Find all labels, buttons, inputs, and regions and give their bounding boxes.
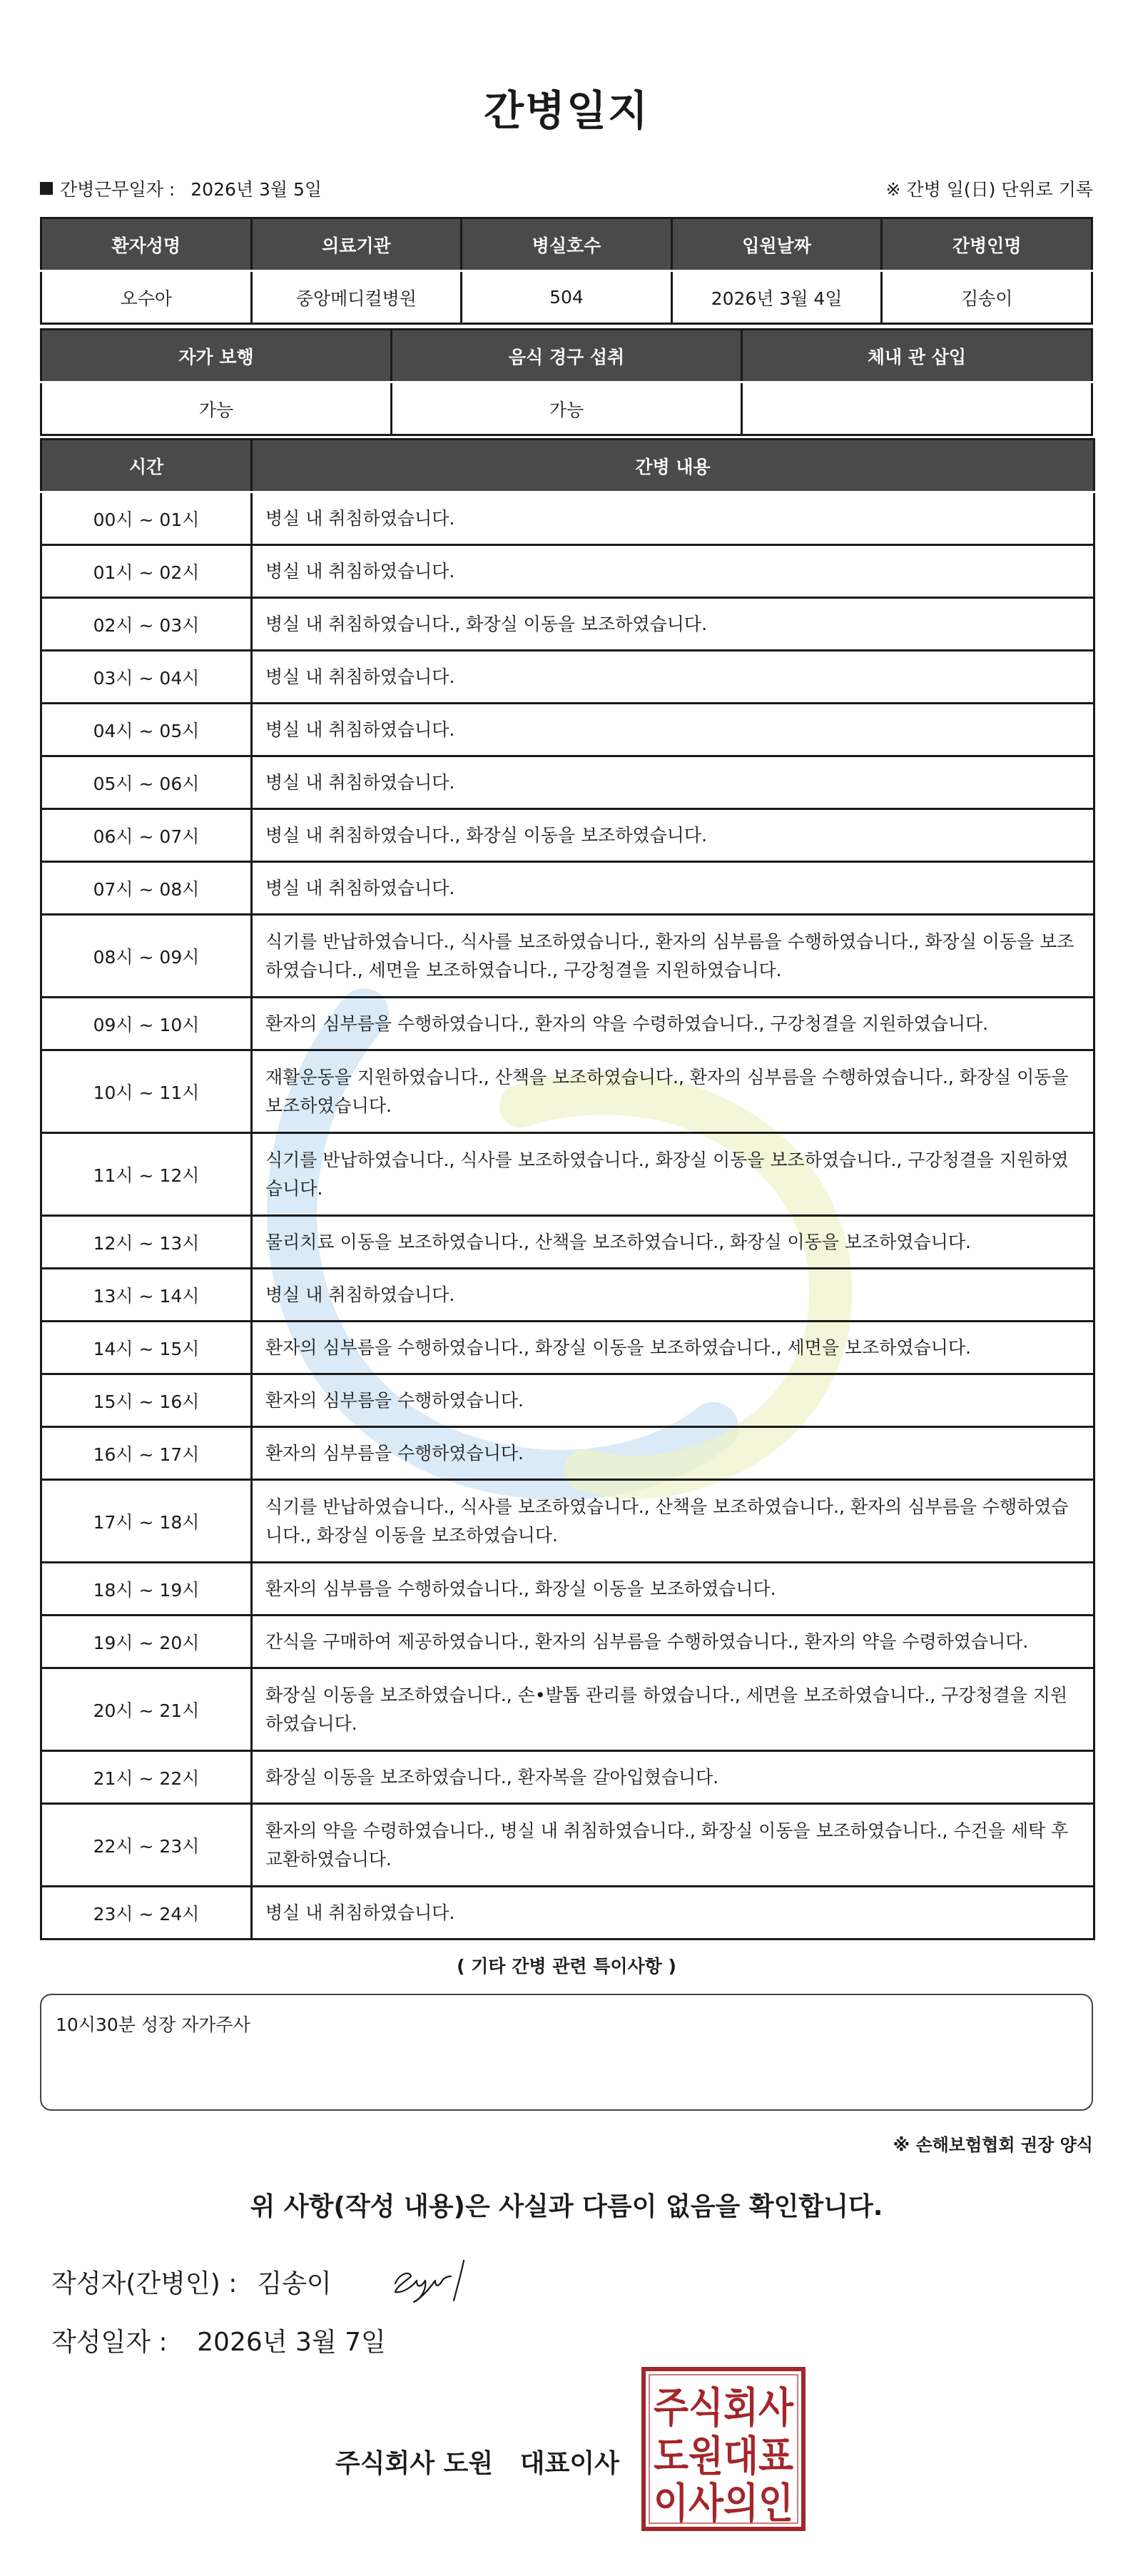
content-cell: 병실 내 취침하였습니다.: [252, 862, 1094, 915]
table-row: [41, 756, 1094, 809]
hospital-name: 중앙메디컬병원: [251, 271, 462, 324]
table-row: [41, 1616, 1094, 1668]
content-cell: 환자의 약을 수령하였습니다., 병실 내 취침하였습니다., 화장실 이동을 보조하였습니다., 수건을 세탁 후 교환하였습니다.: [252, 1804, 1094, 1887]
content-cell: 병실 내 취침하였습니다., 화장실 이동을 보조하였습니다.: [252, 598, 1094, 651]
signature-image: [385, 2255, 478, 2305]
header-hospital: 의료기관: [251, 218, 462, 271]
duty-date-row: [40, 176, 322, 201]
time-cell: 09시 ~ 10시: [41, 998, 252, 1050]
self-walking-value: 가능: [41, 382, 392, 435]
content-cell: 병실 내 취침하였습니다., 화장실 이동을 보조하였습니다.: [252, 809, 1094, 862]
remarks-title: ( 기타 간병 관련 특이사항 ): [457, 1956, 676, 1977]
table-row: [41, 1374, 1094, 1427]
content-cell: 병실 내 취침하였습니다.: [252, 1887, 1094, 1939]
content-cell: 환자의 심부름을 수행하였습니다., 환자의 약을 수령하였습니다., 구강청결을 지원하였습니다.: [252, 998, 1094, 1050]
table-row: [41, 1050, 1094, 1133]
header-tube-insertion: 체내 관 삽입: [742, 330, 1092, 382]
patient-status-table: [40, 328, 1093, 436]
time-cell: 15시 ~ 16시: [41, 1374, 252, 1427]
header-oral-intake: 음식 경구 섭취: [392, 330, 742, 382]
confirmation-statement: 위 사항(작성 내용)은 사실과 다름이 없음을 확인합니다.: [250, 2192, 883, 2221]
content-cell: 간식을 구매하여 제공하였습니다., 환자의 심부름을 수행하였습니다., 환자의 약을 수령하였습니다.: [252, 1616, 1094, 1668]
header-caregiver-name: 간병인명: [882, 218, 1092, 271]
time-cell: 18시 ~ 19시: [41, 1563, 252, 1616]
content-cell: 병실 내 취침하였습니다.: [252, 492, 1094, 545]
content-cell: 식기를 반납하였습니다., 식사를 보조하였습니다., 산책을 보조하였습니다., 환자의 심부름을 수행하였습니다., 화장실 이동을 보조하였습니다.: [252, 1480, 1094, 1563]
table-row: [41, 915, 1094, 998]
header-patient-name: 환자성명: [41, 218, 252, 271]
content-cell: 병실 내 취침하였습니다.: [252, 756, 1094, 809]
caregiver-name: 김송이: [882, 271, 1092, 324]
unit-note: ※ 간병 일(日) 단위로 기록: [885, 179, 1093, 200]
time-cell: 04시 ~ 05시: [41, 704, 252, 756]
table-row: [41, 651, 1094, 704]
time-cell: 08시 ~ 09시: [41, 915, 252, 998]
content-cell: 환자의 심부름을 수행하였습니다.: [252, 1427, 1094, 1480]
content-cell: 재활운동을 지원하였습니다., 산책을 보조하였습니다., 환자의 심부름을 수행하였습니다., 화장실 이동을 보조하였습니다.: [252, 1050, 1094, 1133]
content-cell: 병실 내 취침하였습니다.: [252, 545, 1094, 598]
time-cell: 13시 ~ 14시: [41, 1269, 252, 1322]
table-row: [41, 1668, 1094, 1751]
svg-text:도원대표: 도원대표: [654, 2432, 793, 2480]
table-row: [41, 704, 1094, 756]
table-row: [41, 1133, 1094, 1216]
company-representative: 주식회사 도원 대표이사: [335, 2449, 619, 2478]
patient-info-table: [40, 217, 1093, 325]
content-cell: 화장실 이동을 보조하였습니다., 환자복을 갈아입혔습니다.: [252, 1751, 1094, 1804]
content-cell: 환자의 심부름을 수행하였습니다.: [252, 1374, 1094, 1427]
admission-date: 2026년 3월 4일: [671, 271, 882, 324]
table-row: [41, 809, 1094, 862]
tube-insertion-value: [742, 382, 1092, 435]
table-row: [41, 1480, 1094, 1563]
table-row: [41, 1751, 1094, 1804]
time-cell: 14시 ~ 15시: [41, 1322, 252, 1374]
content-cell: 화장실 이동을 보조하였습니다., 손•발톱 관리를 하였습니다., 세면을 보조하였습니다., 구강청결을 지원하였습니다.: [252, 1668, 1094, 1751]
content-cell: 병실 내 취침하였습니다.: [252, 1269, 1094, 1322]
content-cell: 병실 내 취침하였습니다.: [252, 651, 1094, 704]
content-cell: 환자의 심부름을 수행하였습니다., 화장실 이동을 보조하였습니다., 세면을 보조하였습니다.: [252, 1322, 1094, 1374]
table-row: [41, 1427, 1094, 1480]
header-care-content: 간병 내용: [252, 440, 1094, 492]
time-cell: 00시 ~ 01시: [41, 492, 252, 545]
time-cell: 06시 ~ 07시: [41, 809, 252, 862]
writer-name: 김송이: [257, 2269, 332, 2298]
room-number: 504: [462, 271, 672, 324]
content-cell: 식기를 반납하였습니다., 식사를 보조하였습니다., 환자의 심부름을 수행하였습니다., 화장실 이동을 보조하였습니다., 세면을 보조하였습니다., 구강청결을 지원하였습니다.: [252, 915, 1094, 998]
written-date-row: [51, 2322, 386, 2358]
remarks-text: 10시30분 성장 자가주사: [56, 2014, 250, 2035]
duty-date-value: 2026년 3월 5일: [190, 179, 322, 200]
care-log-table: [40, 438, 1095, 1940]
table-row: [41, 1804, 1094, 1887]
table-row: [41, 1269, 1094, 1322]
table-row: [41, 545, 1094, 598]
content-cell: 식기를 반납하였습니다., 식사를 보조하였습니다., 화장실 이동을 보조하였습니다., 구강청결을 지원하였습니다.: [252, 1133, 1094, 1216]
time-cell: 21시 ~ 22시: [41, 1751, 252, 1804]
header-self-walking: 자가 보행: [41, 330, 392, 382]
time-cell: 22시 ~ 23시: [41, 1804, 252, 1887]
table-row: [41, 492, 1094, 545]
content-cell: 물리치료 이동을 보조하였습니다., 산책을 보조하였습니다., 화장실 이동을 보조하였습니다.: [252, 1216, 1094, 1269]
header-room-number: 병실호수: [462, 218, 672, 271]
content-cell: 병실 내 취침하였습니다.: [252, 704, 1094, 756]
square-bullet-icon: [40, 182, 53, 195]
written-date-label: 작성일자 :: [51, 2328, 168, 2357]
writer-label: 작성자(간병인) :: [51, 2269, 238, 2298]
document-title: 간병일지: [483, 86, 650, 135]
oral-intake-value: 가능: [392, 382, 742, 435]
written-date-value: 2026년 3월 7일: [197, 2328, 386, 2357]
table-row: [41, 1887, 1094, 1939]
time-cell: 07시 ~ 08시: [41, 862, 252, 915]
form-note: ※ 손해보험협회 권장 양식: [893, 2135, 1093, 2155]
time-cell: 02시 ~ 03시: [41, 598, 252, 651]
svg-text:주식회사: 주식회사: [654, 2383, 794, 2432]
time-cell: 12시 ~ 13시: [41, 1216, 252, 1269]
writer-row: [51, 2263, 332, 2300]
content-cell: 환자의 심부름을 수행하였습니다., 화장실 이동을 보조하였습니다.: [252, 1563, 1094, 1616]
patient-name: 오수아: [41, 271, 252, 324]
time-cell: 20시 ~ 21시: [41, 1668, 252, 1751]
table-row: [41, 598, 1094, 651]
table-row: [41, 1322, 1094, 1374]
table-row: [41, 1216, 1094, 1269]
time-cell: 19시 ~ 20시: [41, 1616, 252, 1668]
table-row: [41, 1563, 1094, 1616]
header-time: 시간: [41, 440, 252, 492]
header-admission-date: 입원날짜: [671, 218, 882, 271]
time-cell: 11시 ~ 12시: [41, 1133, 252, 1216]
time-cell: 17시 ~ 18시: [41, 1480, 252, 1563]
svg-text:이사의인: 이사의인: [654, 2479, 793, 2527]
company-seal-stamp: [641, 2366, 806, 2532]
time-cell: 10시 ~ 11시: [41, 1050, 252, 1133]
time-cell: 16시 ~ 17시: [41, 1427, 252, 1480]
table-row: [41, 862, 1094, 915]
time-cell: 03시 ~ 04시: [41, 651, 252, 704]
duty-date-label: 간병근무일자 :: [60, 179, 176, 200]
table-row: [41, 998, 1094, 1050]
remarks-box: [40, 1994, 1093, 2111]
time-cell: 05시 ~ 06시: [41, 756, 252, 809]
time-cell: 01시 ~ 02시: [41, 545, 252, 598]
time-cell: 23시 ~ 24시: [41, 1887, 252, 1939]
